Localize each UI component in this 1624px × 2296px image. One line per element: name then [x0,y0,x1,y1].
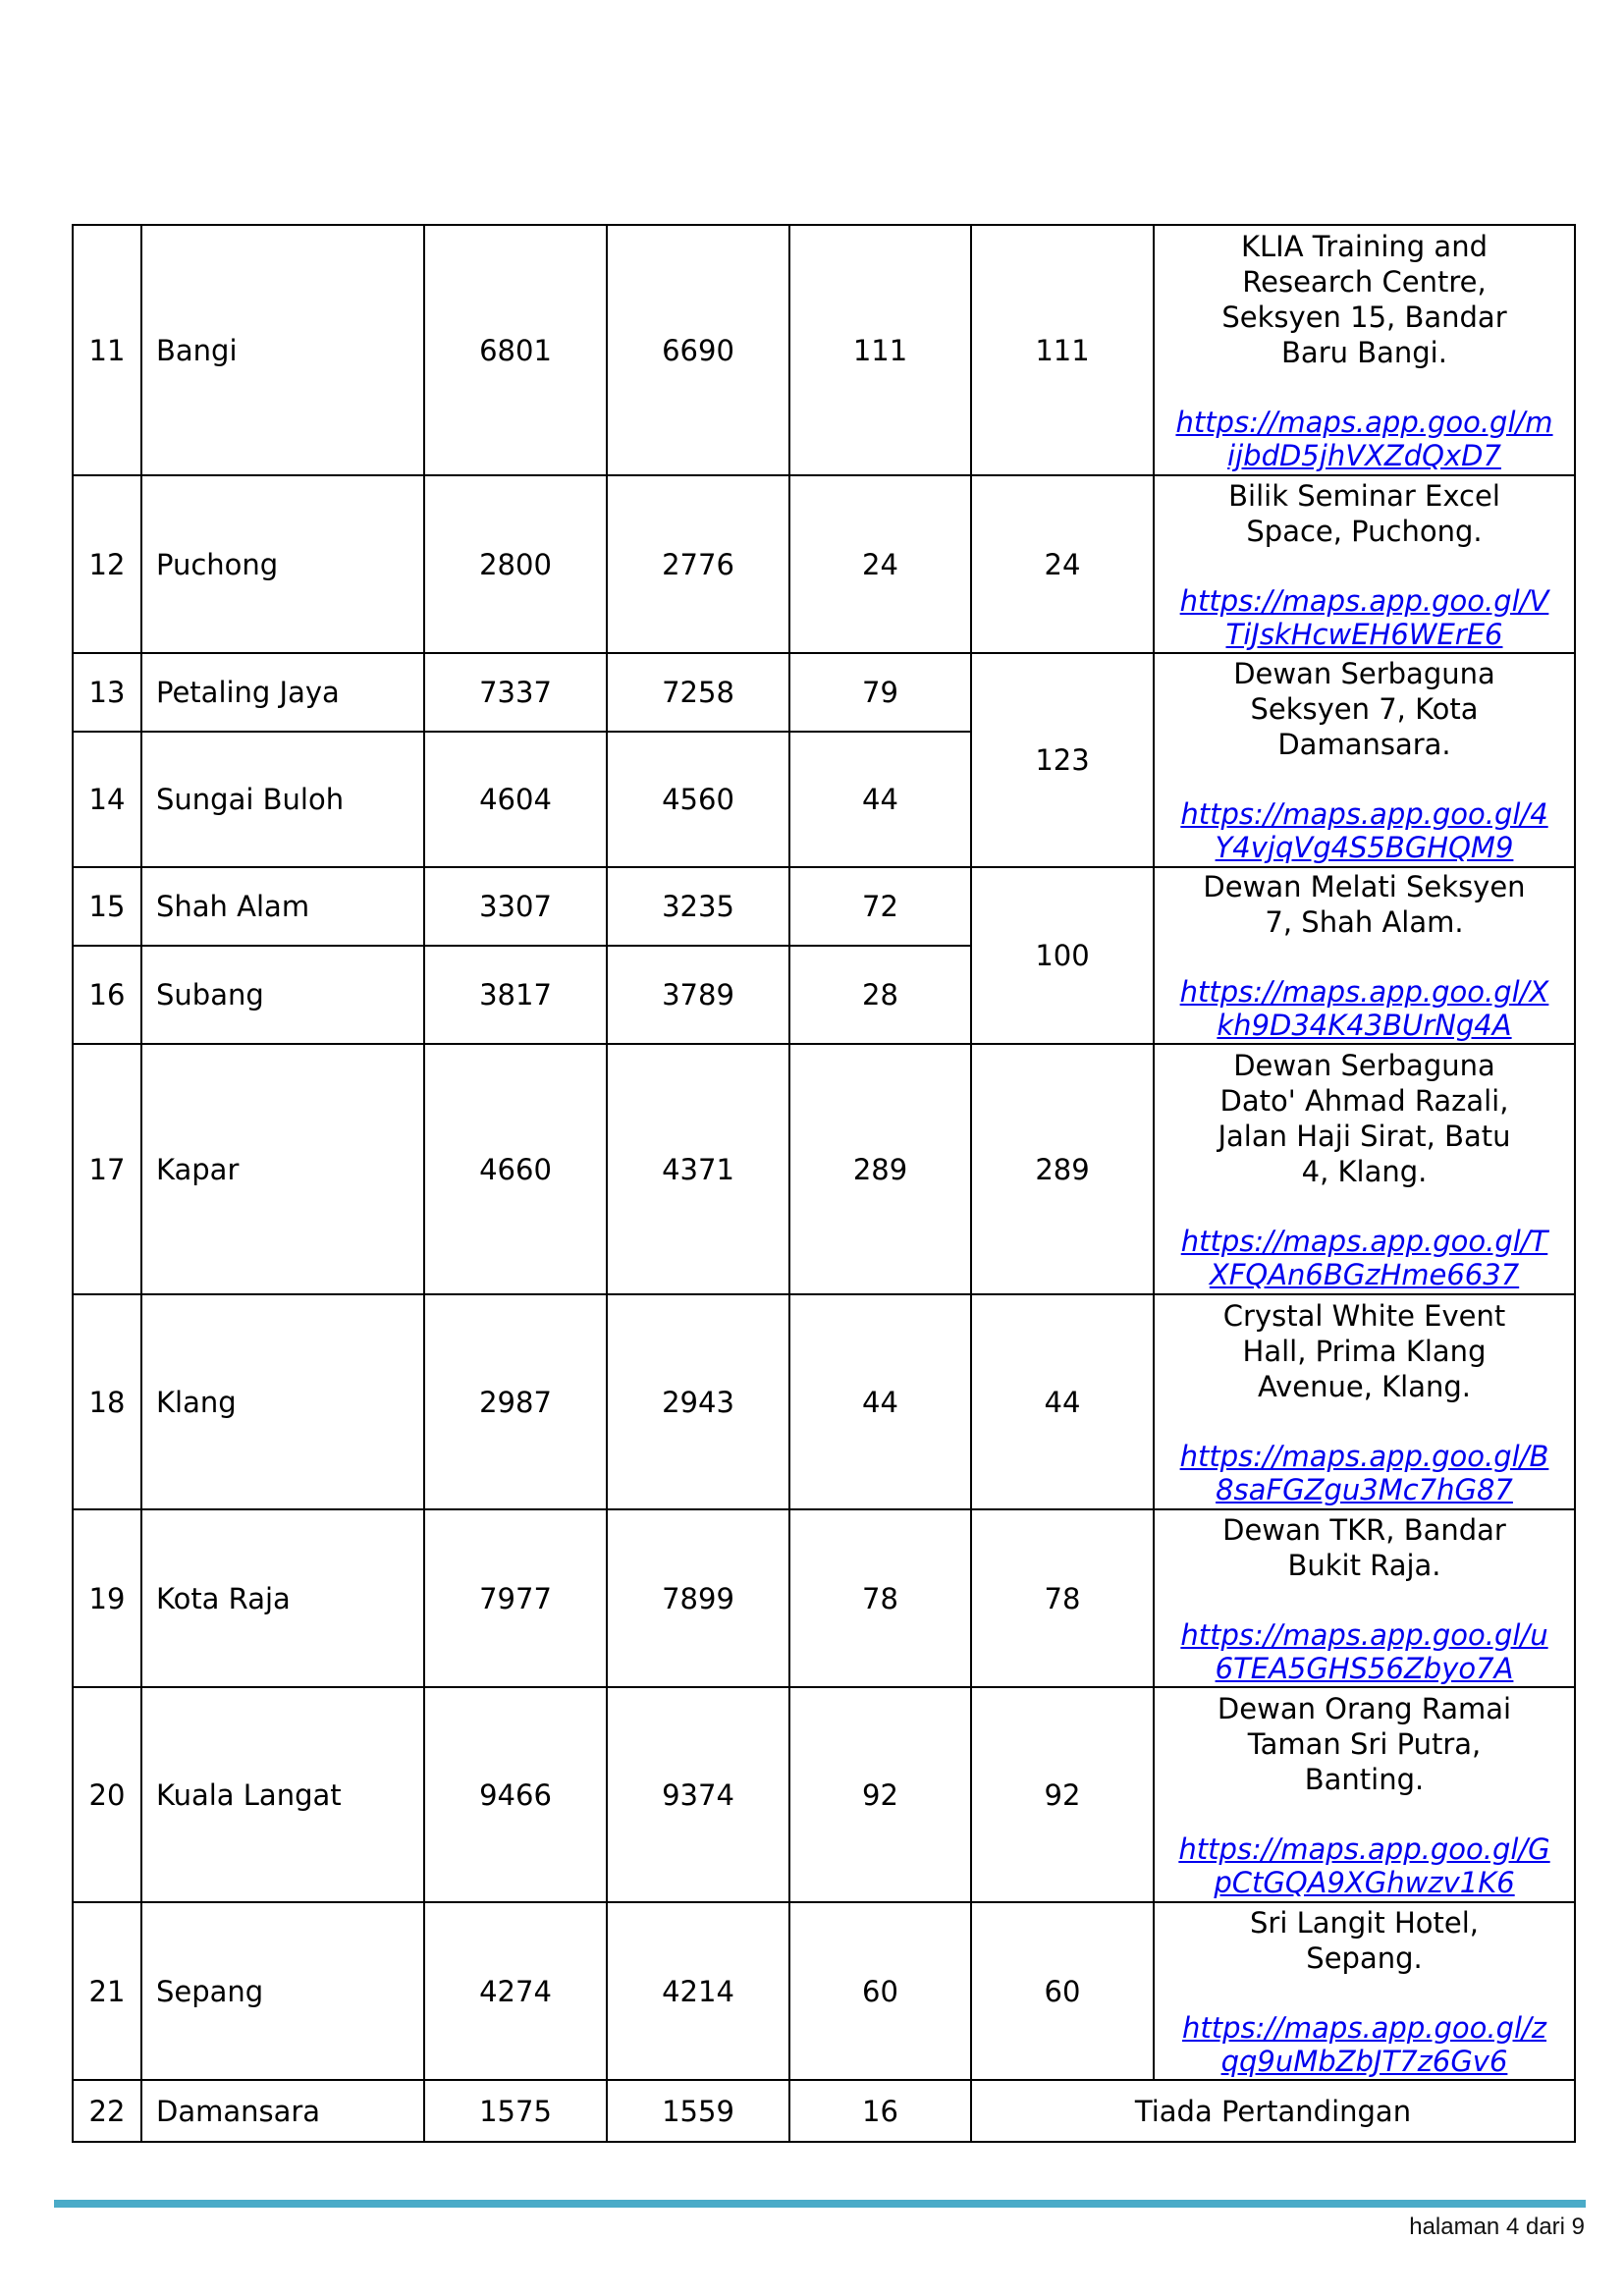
value-col-2: 3789 [607,946,789,1044]
table-row [73,1294,1575,1509]
value-col-3: 44 [789,1294,971,1509]
venue-text: Dewan TKR, Bandar Bukit Raja. [1222,1512,1506,1582]
value-col-1: 7977 [424,1509,607,1687]
value-col-2: 3235 [607,867,789,946]
venue-map-link[interactable]: https://maps.app.goo.gl/u6TEA5GHS56Zbyo7A [1180,1617,1548,1685]
row-number: 12 [73,475,141,653]
venue-map-link[interactable]: https://maps.app.goo.gl/VTiJskHcwEH6WErE6 [1179,583,1549,651]
row-number: 22 [73,2080,141,2142]
value-col-3: 24 [789,475,971,653]
venue-cell [1154,475,1575,653]
no-competition-note: Tiada Pertandingan [971,2080,1575,2142]
table-row [73,475,1575,653]
value-col-4: 92 [971,1687,1154,1902]
value-col-1: 4604 [424,732,607,867]
value-col-4: 24 [971,475,1154,653]
value-col-2: 9374 [607,1687,789,1902]
row-number: 14 [73,732,141,867]
venue-cell [1154,1044,1575,1294]
area-name: Klang [141,1294,424,1509]
table-row [73,867,1575,946]
value-col-2: 6690 [607,225,789,475]
page-number: halaman 4 dari 9 [1409,2214,1585,2240]
venue-cell [1154,1509,1575,1687]
row-number: 13 [73,653,141,732]
area-name: Puchong [141,475,424,653]
venue-map-link[interactable]: https://maps.app.goo.gl/zqq9uMbZbJT7z6Gv6 [1181,2010,1547,2078]
value-col-1: 9466 [424,1687,607,1902]
table-row [73,1687,1575,1902]
venue-text: KLIA Training and Research Centre, Seksyen 15, Bandar Baru Bangi. [1221,229,1507,369]
value-col-1: 2987 [424,1294,607,1509]
venue-text: Sri Langit Hotel, Sepang. [1249,1905,1479,1975]
venue-map-link[interactable]: https://maps.app.goo.gl/B8saFGZgu3Mc7hG87 [1179,1439,1549,1506]
value-col-4: 100 [971,867,1154,1044]
value-col-1: 7337 [424,653,607,732]
value-col-3: 111 [789,225,971,475]
value-col-4: 60 [971,1902,1154,2080]
value-col-2: 4214 [607,1902,789,2080]
value-col-2: 2943 [607,1294,789,1509]
value-col-2: 1559 [607,2080,789,2142]
venue-map-link[interactable]: https://maps.app.goo.gl/4Y4vjqVg4S5BGHQM9 [1180,797,1548,864]
value-col-1: 6801 [424,225,607,475]
area-name: Petaling Jaya [141,653,424,732]
area-name: Sepang [141,1902,424,2080]
value-col-4: 78 [971,1509,1154,1687]
value-col-3: 16 [789,2080,971,2142]
venue-text: Dewan Serbaguna Dato' Ahmad Razali, Jalan Haji Sirat, Batu 4, Klang. [1218,1048,1511,1188]
venue-cell [1154,653,1575,867]
row-number: 18 [73,1294,141,1509]
venue-text: Dewan Orang Ramai Taman Sri Putra, Banting. [1217,1691,1512,1796]
venue-map-link[interactable]: https://maps.app.goo.gl/Xkh9D34K43BUrNg4A [1179,975,1549,1042]
value-col-1: 4660 [424,1044,607,1294]
row-number: 17 [73,1044,141,1294]
row-number: 16 [73,946,141,1044]
value-col-1: 3307 [424,867,607,946]
venue-map-link[interactable]: https://maps.app.goo.gl/mijbdD5jhVXZdQxD7 [1175,405,1553,472]
value-col-4: 123 [971,653,1154,867]
value-col-4: 44 [971,1294,1154,1509]
venue-text: Dewan Melati Seksyen 7, Shah Alam. [1203,870,1526,939]
venue-map-link[interactable]: https://maps.app.goo.gl/TXFQAn6BGzHme6637 [1180,1224,1548,1291]
value-col-3: 78 [789,1509,971,1687]
value-col-3: 92 [789,1687,971,1902]
venue-cell [1154,225,1575,475]
area-name: Bangi [141,225,424,475]
value-col-3: 79 [789,653,971,732]
footer-divider [54,2200,1586,2208]
value-col-3: 289 [789,1044,971,1294]
value-col-3: 28 [789,946,971,1044]
value-col-1: 4274 [424,1902,607,2080]
value-col-4: 289 [971,1044,1154,1294]
value-col-1: 1575 [424,2080,607,2142]
venue-cell [1154,1294,1575,1509]
area-name: Shah Alam [141,867,424,946]
value-col-3: 60 [789,1902,971,2080]
value-col-2: 4371 [607,1044,789,1294]
value-col-2: 4560 [607,732,789,867]
value-col-1: 3817 [424,946,607,1044]
value-col-2: 7899 [607,1509,789,1687]
value-col-3: 44 [789,732,971,867]
row-number: 11 [73,225,141,475]
value-col-4: 111 [971,225,1154,475]
table-row [73,225,1575,475]
area-name: Kapar [141,1044,424,1294]
value-col-2: 7258 [607,653,789,732]
venue-text: Bilik Seminar Excel Space, Puchong. [1228,478,1500,548]
row-number: 20 [73,1687,141,1902]
venue-text: Dewan Serbaguna Seksyen 7, Kota Damansara. [1233,657,1495,761]
area-name: Kota Raja [141,1509,424,1687]
area-name: Subang [141,946,424,1044]
value-col-2: 2776 [607,475,789,653]
row-number: 19 [73,1509,141,1687]
value-col-1: 2800 [424,475,607,653]
area-name: Kuala Langat [141,1687,424,1902]
venue-cell [1154,1902,1575,2080]
venue-map-link[interactable]: https://maps.app.goo.gl/GpCtGQA9XGhwzv1K6 [1178,1831,1550,1899]
area-name: Damansara [141,2080,424,2142]
results-table [72,224,1576,2143]
row-number: 21 [73,1902,141,2080]
area-name: Sungai Buloh [141,732,424,867]
value-col-3: 72 [789,867,971,946]
venue-text: Crystal White Event Hall, Prima Klang Avenue, Klang. [1222,1298,1506,1403]
venue-cell [1154,867,1575,1044]
table-row [73,653,1575,732]
venue-cell [1154,1687,1575,1902]
table-row [73,1509,1575,1687]
table-row [73,1902,1575,2080]
row-number: 15 [73,867,141,946]
table-row [73,2080,1575,2142]
table-row [73,1044,1575,1294]
